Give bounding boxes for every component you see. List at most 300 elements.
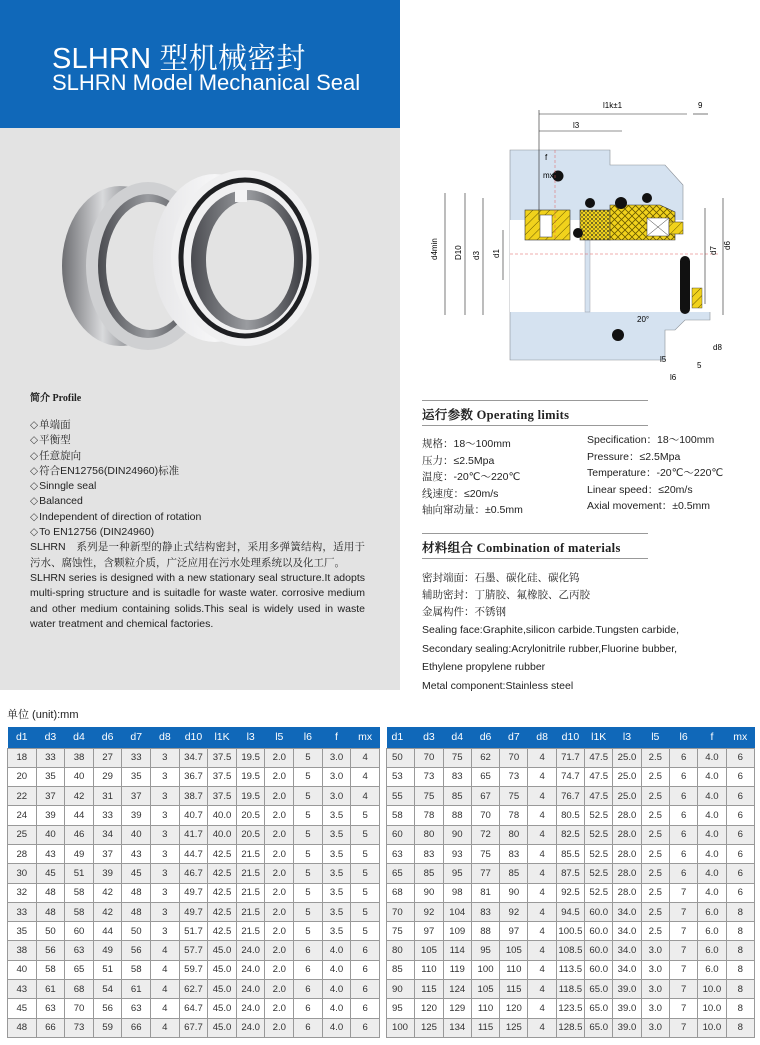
cell-mx: 8 [726, 941, 754, 960]
cell-d7: 80 [500, 825, 528, 844]
cell-d3: 58 [36, 960, 65, 979]
cell-d10: 108.5 [556, 941, 584, 960]
cell-l6: 5 [294, 787, 323, 806]
cell-d1: 28 [8, 844, 37, 863]
feature-item: ◇ Balanced [30, 494, 365, 509]
cell-mx: 6 [726, 883, 754, 902]
cell-l1k: 47.5 [585, 748, 613, 767]
cell-l5: 2.5 [641, 883, 669, 902]
material-item: Metal component:Stainless steel [422, 679, 574, 692]
cell-d8: 4 [528, 960, 556, 979]
cell-l3: 19.5 [236, 748, 265, 767]
cell-d4: 63 [65, 941, 94, 960]
cell-d4: 95 [443, 864, 471, 883]
table-row [387, 999, 755, 1018]
cell-d3: 37 [36, 787, 65, 806]
limit-item: 压力：≤2.5Mpa [422, 454, 495, 467]
cell-d7: 78 [500, 806, 528, 825]
cell-d8: 3 [151, 883, 180, 902]
label-d1: d1 [492, 249, 501, 258]
cell-d4: 51 [65, 864, 94, 883]
table-row [387, 980, 755, 999]
cell-d3: 43 [36, 844, 65, 863]
cell-d8: 3 [151, 864, 180, 883]
label-f: f [545, 153, 548, 162]
cell-d1: 35 [8, 922, 37, 941]
cell-d6: 27 [93, 748, 122, 767]
cell-d6: 65 [471, 767, 499, 786]
cell-d3: 115 [415, 980, 443, 999]
cell-f: 10.0 [698, 980, 726, 999]
cell-l6: 7 [669, 922, 697, 941]
cell-mx: 6 [726, 787, 754, 806]
cell-f: 4.0 [322, 980, 351, 999]
cell-d7: 125 [500, 1018, 528, 1037]
cell-d3: 97 [415, 922, 443, 941]
page-title-cn: SLHRN 型机械密封 [52, 43, 306, 75]
cell-mx: 5 [351, 902, 380, 921]
cell-d1: 50 [387, 748, 415, 767]
cell-f: 4.0 [698, 806, 726, 825]
cell-d7: 105 [500, 941, 528, 960]
cell-d6: 44 [93, 922, 122, 941]
cell-d1: 30 [8, 864, 37, 883]
cell-l6: 6 [294, 960, 323, 979]
cell-d1: 68 [387, 883, 415, 902]
cell-l6: 6 [669, 864, 697, 883]
cell-mx: 6 [351, 941, 380, 960]
table-row [8, 767, 380, 786]
cell-l3: 20.5 [236, 806, 265, 825]
cell-d7: 58 [122, 960, 151, 979]
cell-d4: 65 [65, 960, 94, 979]
cell-d10: 80.5 [556, 806, 584, 825]
cell-d10: 82.5 [556, 825, 584, 844]
table-row [8, 999, 380, 1018]
column-header-d3: d3 [415, 727, 443, 748]
cell-d8: 3 [151, 922, 180, 941]
table-row [387, 844, 755, 863]
cell-d10: 87.5 [556, 864, 584, 883]
cell-l1k: 52.5 [585, 864, 613, 883]
cell-d1: 90 [387, 980, 415, 999]
column-header-mx: mx [351, 727, 380, 748]
cell-l6: 5 [294, 864, 323, 883]
cell-d6: 100 [471, 960, 499, 979]
cell-f: 3.0 [322, 748, 351, 767]
cell-d8: 4 [528, 806, 556, 825]
cell-d1: 60 [387, 825, 415, 844]
cell-d6: 105 [471, 980, 499, 999]
cell-d10: 49.7 [179, 902, 208, 921]
cell-d4: 70 [65, 999, 94, 1018]
cell-d1: 85 [387, 960, 415, 979]
column-header-f: f [322, 727, 351, 748]
cell-d6: 88 [471, 922, 499, 941]
cell-l1k: 42.5 [208, 902, 237, 921]
cell-l6: 7 [669, 999, 697, 1018]
cell-d1: 65 [387, 864, 415, 883]
table-row [387, 864, 755, 883]
cell-f: 3.5 [322, 825, 351, 844]
cell-d7: 56 [122, 941, 151, 960]
label-g: 9 [698, 101, 703, 110]
cell-d8: 3 [151, 787, 180, 806]
cell-mx: 5 [351, 844, 380, 863]
cell-f: 4.0 [322, 941, 351, 960]
cell-f: 4.0 [698, 767, 726, 786]
cell-l5: 2.5 [641, 902, 669, 921]
cell-d10: 94.5 [556, 902, 584, 921]
cell-d8: 4 [151, 1018, 180, 1037]
description-cn: SLHRN 系列是一种新型的静止式结构密封，采用多弹簧结构，适用于污水、腐蚀性，含颗粒介质，广泛应用在污水处理系统以及化工厂。 [30, 541, 365, 569]
cell-mx: 8 [726, 999, 754, 1018]
feature-item: ◇ 符合EN12756(DIN24960)标准 [30, 464, 365, 479]
cell-d3: 48 [36, 902, 65, 921]
cell-d7: 73 [500, 767, 528, 786]
title-banner [0, 0, 400, 128]
cell-mx: 4 [351, 767, 380, 786]
cell-f: 4.0 [322, 1018, 351, 1037]
cell-l3: 25.0 [613, 767, 641, 786]
cell-d7: 85 [500, 864, 528, 883]
cell-mx: 6 [351, 960, 380, 979]
cell-d10: 34.7 [179, 748, 208, 767]
cell-l1k: 45.0 [208, 960, 237, 979]
cell-d8: 4 [528, 748, 556, 767]
cell-l3: 24.0 [236, 1018, 265, 1037]
cell-d7: 45 [122, 864, 151, 883]
cell-l5: 3.0 [641, 1018, 669, 1037]
cell-f: 6.0 [698, 941, 726, 960]
cell-l3: 28.0 [613, 825, 641, 844]
cell-d10: 62.7 [179, 980, 208, 999]
cell-l5: 2.0 [265, 902, 294, 921]
cell-d6: 42 [93, 883, 122, 902]
column-header-l6: l6 [294, 727, 323, 748]
cell-d4: 109 [443, 922, 471, 941]
cell-d3: 61 [36, 980, 65, 999]
cell-l6: 5 [294, 825, 323, 844]
cell-d10: 74.7 [556, 767, 584, 786]
cell-d1: 75 [387, 922, 415, 941]
cell-mx: 6 [726, 806, 754, 825]
cell-d10: 128.5 [556, 1018, 584, 1037]
cell-d1: 18 [8, 748, 37, 767]
column-header-d10: d10 [556, 727, 584, 748]
seal-cross-section-diagram [415, 90, 735, 390]
cell-l6: 5 [294, 748, 323, 767]
cell-l5: 2.5 [641, 767, 669, 786]
cell-f: 6.0 [698, 922, 726, 941]
cell-l3: 19.5 [236, 787, 265, 806]
cell-f: 4.0 [698, 748, 726, 767]
cell-d7: 37 [122, 787, 151, 806]
o-ring [612, 329, 624, 341]
column-header-d7: d7 [500, 727, 528, 748]
cell-d4: 44 [65, 806, 94, 825]
cell-d4: 93 [443, 844, 471, 863]
label-l6: l6 [670, 373, 677, 382]
cell-l6: 7 [669, 902, 697, 921]
cell-l5: 3.0 [641, 941, 669, 960]
cell-d7: 120 [500, 999, 528, 1018]
cell-l3: 28.0 [613, 864, 641, 883]
cell-mx: 6 [351, 980, 380, 999]
cell-d4: 49 [65, 844, 94, 863]
cell-d8: 4 [528, 980, 556, 999]
cell-l3: 21.5 [236, 922, 265, 941]
limit-item: Temperature：-20℃～220℃ [587, 467, 724, 479]
cell-l6: 6 [294, 980, 323, 999]
cell-d4: 46 [65, 825, 94, 844]
table-row [8, 825, 380, 844]
column-header-d10: d10 [179, 727, 208, 748]
cell-f: 6.0 [698, 960, 726, 979]
cell-l1k: 45.0 [208, 980, 237, 999]
cell-d8: 4 [528, 941, 556, 960]
cell-f: 3.0 [322, 767, 351, 786]
table-row [8, 844, 380, 863]
cell-d1: 43 [8, 980, 37, 999]
cell-d3: 110 [415, 960, 443, 979]
cell-l3: 20.5 [236, 825, 265, 844]
cell-l3: 25.0 [613, 748, 641, 767]
cell-l6: 6 [669, 767, 697, 786]
cell-d8: 4 [528, 883, 556, 902]
cell-d10: 41.7 [179, 825, 208, 844]
operating-limits-en [587, 432, 723, 515]
cell-d10: 44.7 [179, 844, 208, 863]
limit-item: Specification：18～100mm [587, 434, 715, 446]
cell-d10: 57.7 [179, 941, 208, 960]
cell-mx: 8 [726, 902, 754, 921]
page-title-en: SLHRN Model Mechanical Seal [52, 70, 361, 95]
materials [422, 570, 752, 695]
cell-l1k: 47.5 [585, 767, 613, 786]
cell-l5: 2.0 [265, 1018, 294, 1037]
cell-l6: 6 [669, 825, 697, 844]
stationary-face [580, 210, 610, 240]
column-header-d8: d8 [528, 727, 556, 748]
cell-l3: 21.5 [236, 902, 265, 921]
cell-d8: 3 [151, 844, 180, 863]
cell-d3: 35 [36, 767, 65, 786]
cell-l1k: 37.5 [208, 748, 237, 767]
cell-d8: 4 [528, 864, 556, 883]
cell-l5: 2.0 [265, 844, 294, 863]
cell-l6: 6 [294, 941, 323, 960]
cell-l3: 24.0 [236, 941, 265, 960]
material-item: Sealing face:Graphite,silicon carbide.Tungsten carbide, [422, 624, 680, 636]
column-header-d6: d6 [93, 727, 122, 748]
cell-mx: 8 [726, 1018, 754, 1037]
cell-l6: 6 [669, 806, 697, 825]
cell-f: 6.0 [698, 902, 726, 921]
cell-l5: 2.0 [265, 767, 294, 786]
right-seal-ring [153, 170, 319, 346]
cell-l6: 5 [294, 902, 323, 921]
cell-mx: 5 [351, 922, 380, 941]
cell-d1: 80 [387, 941, 415, 960]
cell-l5: 2.0 [265, 960, 294, 979]
cell-l5: 2.0 [265, 999, 294, 1018]
cell-d6: 81 [471, 883, 499, 902]
cell-d6: 115 [471, 1018, 499, 1037]
table-row [8, 1018, 380, 1037]
cell-d1: 33 [8, 902, 37, 921]
cell-l6: 5 [294, 767, 323, 786]
label-angle: 20° [637, 315, 650, 324]
cell-d4: 90 [443, 825, 471, 844]
cell-f: 10.0 [698, 999, 726, 1018]
description-en: SLHRN series is designed with a new stationary seal structure.It adopts multi-spring structure and is suitadle for waste water. corrosive medium and other medium containing solids.This seal is widely used in waste water treatment and chemical factories. [30, 571, 365, 630]
cell-d1: 70 [387, 902, 415, 921]
label-l3: l3 [573, 121, 580, 130]
cell-d4: 58 [65, 883, 94, 902]
table-row [8, 922, 380, 941]
cell-d7: 83 [500, 844, 528, 863]
cell-l1k: 60.0 [585, 922, 613, 941]
cell-d6: 75 [471, 844, 499, 863]
cell-mx: 6 [726, 767, 754, 786]
cell-d8: 3 [151, 902, 180, 921]
cell-d10: 92.5 [556, 883, 584, 902]
table-row [387, 787, 755, 806]
material-item: Ethylene propylene rubber [422, 661, 546, 673]
cell-f: 4.0 [698, 844, 726, 863]
cell-l3: 24.0 [236, 999, 265, 1018]
cell-d1: 58 [387, 806, 415, 825]
cell-l3: 28.0 [613, 844, 641, 863]
cell-l1k: 45.0 [208, 1018, 237, 1037]
cell-d8: 4 [528, 767, 556, 786]
cell-d1: 40 [8, 960, 37, 979]
profile-panel [0, 128, 400, 690]
o-ring [642, 193, 652, 203]
limit-item: 温度：-20℃～220℃ [422, 471, 521, 483]
cell-l3: 24.0 [236, 980, 265, 999]
cell-l3: 21.5 [236, 864, 265, 883]
cell-d1: 20 [8, 767, 37, 786]
column-header-l1k: l1K [208, 727, 237, 748]
cell-l1k: 60.0 [585, 941, 613, 960]
cell-d10: 76.7 [556, 787, 584, 806]
cell-f: 3.5 [322, 922, 351, 941]
cell-l6: 5 [294, 844, 323, 863]
cell-d8: 4 [528, 1018, 556, 1037]
cell-d7: 92 [500, 902, 528, 921]
cell-l1k: 45.0 [208, 999, 237, 1018]
cell-d8: 3 [151, 825, 180, 844]
column-header-d3: d3 [36, 727, 65, 748]
cell-l5: 3.0 [641, 999, 669, 1018]
table-row [8, 902, 380, 921]
cell-d3: 70 [415, 748, 443, 767]
gland-housing [510, 150, 720, 360]
cell-l1k: 65.0 [585, 999, 613, 1018]
cell-l1k: 42.5 [208, 844, 237, 863]
cell-f: 4.0 [698, 883, 726, 902]
cell-d6: 37 [93, 844, 122, 863]
cell-d3: 48 [36, 883, 65, 902]
cell-d7: 70 [500, 748, 528, 767]
cell-mx: 8 [726, 980, 754, 999]
cell-d8: 4 [528, 922, 556, 941]
cell-d7: 75 [500, 787, 528, 806]
cell-f: 4.0 [322, 999, 351, 1018]
cell-d1: 63 [387, 844, 415, 863]
cell-d8: 4 [151, 941, 180, 960]
cell-f: 3.5 [322, 806, 351, 825]
cell-d3: 50 [36, 922, 65, 941]
label-l5: l5 [660, 355, 667, 364]
cell-d1: 53 [387, 767, 415, 786]
cell-d10: 123.5 [556, 999, 584, 1018]
table-row [387, 767, 755, 786]
cell-d10: 38.7 [179, 787, 208, 806]
cell-d4: 68 [65, 980, 94, 999]
cell-l6: 7 [669, 980, 697, 999]
cell-l3: 39.0 [613, 1018, 641, 1037]
cell-l6: 5 [294, 922, 323, 941]
cell-d7: 39 [122, 806, 151, 825]
cell-d7: 50 [122, 922, 151, 941]
column-header-l1k: l1K [585, 727, 613, 748]
cell-l1k: 37.5 [208, 767, 237, 786]
cell-d7: 110 [500, 960, 528, 979]
label-d6: d6 [723, 241, 732, 250]
cell-mx: 4 [351, 787, 380, 806]
cell-d8: 4 [528, 902, 556, 921]
column-header-d4: d4 [65, 727, 94, 748]
table-row [8, 748, 380, 767]
cell-l3: 24.0 [236, 960, 265, 979]
cell-l3: 34.0 [613, 922, 641, 941]
cell-l5: 2.5 [641, 806, 669, 825]
column-header-l5: l5 [641, 727, 669, 748]
cell-d7: 66 [122, 1018, 151, 1037]
cell-d3: 45 [36, 864, 65, 883]
cell-d7: 48 [122, 883, 151, 902]
cell-d10: 46.7 [179, 864, 208, 883]
o-ring [573, 228, 583, 238]
feature-item: ◇ Independent of direction of rotation [30, 510, 365, 525]
cell-d10: 67.7 [179, 1018, 208, 1037]
cell-d10: 49.7 [179, 883, 208, 902]
cell-d3: 83 [415, 844, 443, 863]
cell-mx: 6 [726, 864, 754, 883]
feature-item: ◇ 平衡型 [30, 433, 365, 448]
cell-l6: 7 [669, 941, 697, 960]
column-header-d4: d4 [443, 727, 471, 748]
o-ring [585, 198, 595, 208]
profile-content [30, 418, 365, 632]
cell-d6: 34 [93, 825, 122, 844]
cell-l6: 6 [669, 787, 697, 806]
cell-d7: 33 [122, 748, 151, 767]
cell-d6: 95 [471, 941, 499, 960]
cell-d6: 31 [93, 787, 122, 806]
cell-l3: 28.0 [613, 806, 641, 825]
table-row [8, 864, 380, 883]
cell-l6: 6 [294, 1018, 323, 1037]
cell-l5: 2.0 [265, 883, 294, 902]
column-header-l3: l3 [613, 727, 641, 748]
cell-l1k: 42.5 [208, 922, 237, 941]
cell-l5: 2.5 [641, 748, 669, 767]
cell-l5: 2.0 [265, 748, 294, 767]
